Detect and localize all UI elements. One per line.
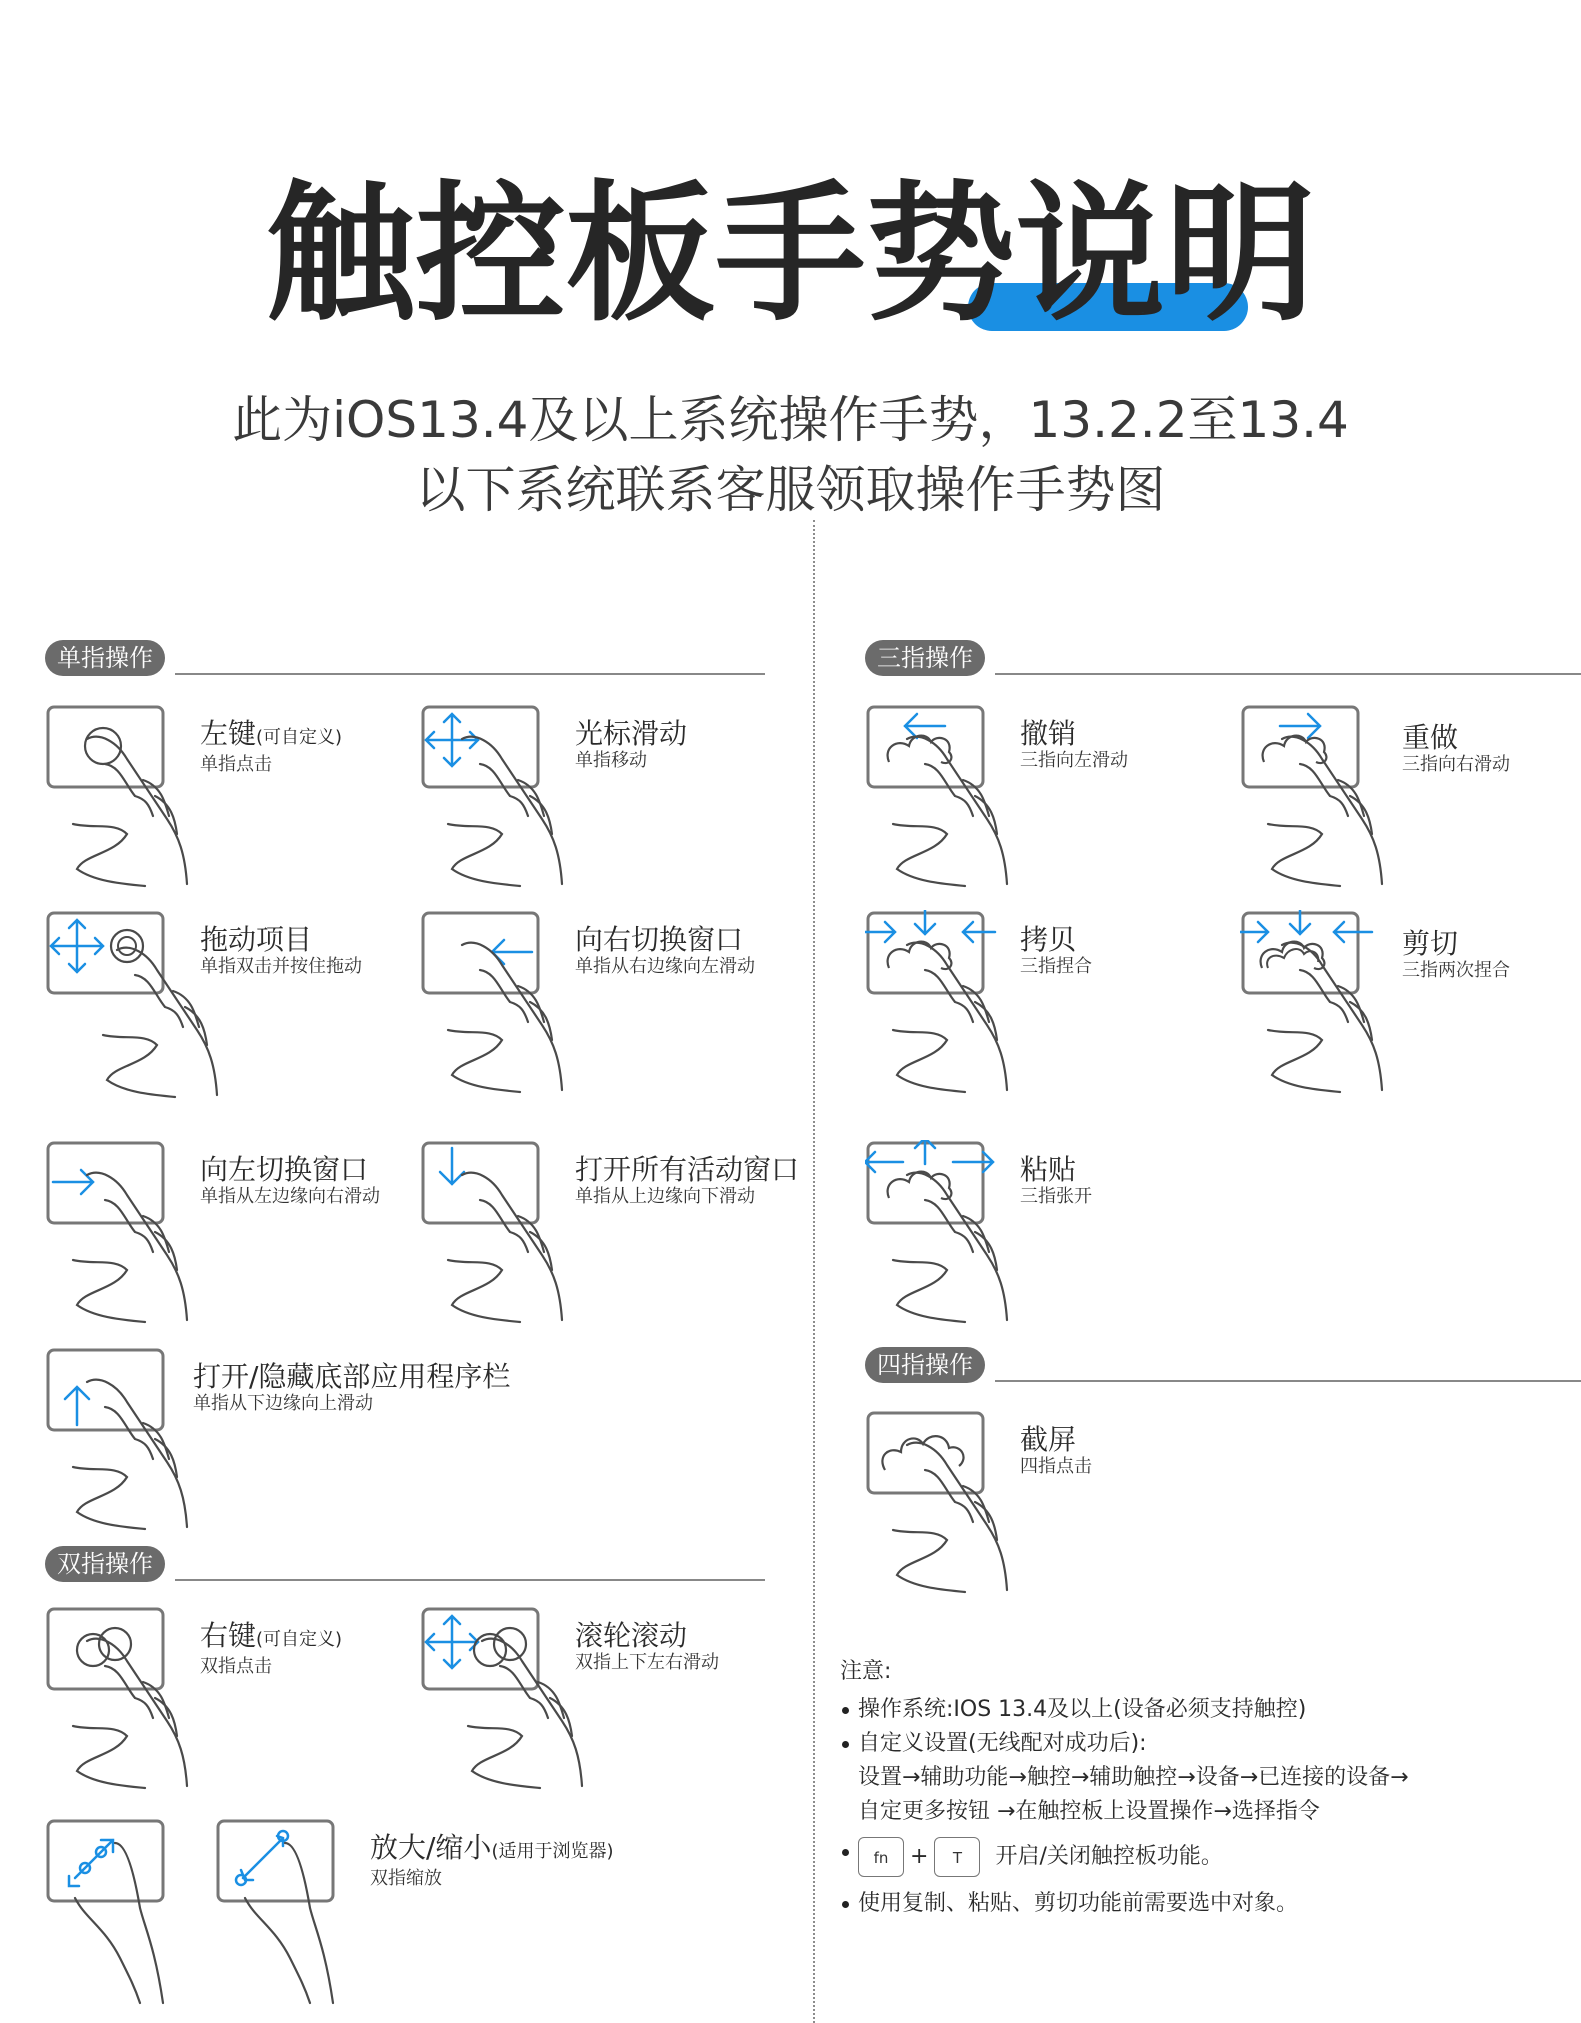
gesture-desc: 双指缩放 bbox=[370, 1868, 442, 1889]
note-item: 操作系统:IOS 13.4及以上(设备必须支持触控) bbox=[840, 1693, 1560, 1727]
section-three-finger bbox=[865, 640, 1581, 680]
notes-heading: 注意: bbox=[840, 1659, 892, 1684]
section-rule bbox=[175, 673, 765, 675]
gesture-name: 粘贴 bbox=[1020, 1153, 1077, 1186]
section-label: 三指操作 bbox=[865, 640, 985, 676]
gesture-desc: 三指两次捏合 bbox=[1402, 960, 1510, 981]
page-title: 触控板手势说明 bbox=[265, 168, 1316, 342]
gesture-text bbox=[1020, 1424, 1092, 1478]
gesture-left-click bbox=[45, 704, 405, 894]
gesture-text bbox=[370, 1832, 613, 1890]
gesture-text bbox=[1020, 924, 1092, 978]
gesture-desc: 双指点击 bbox=[200, 1656, 272, 1677]
column-divider bbox=[813, 520, 815, 2023]
gesture-desc: 三指张开 bbox=[1020, 1186, 1092, 1207]
pinch-zoom-icon bbox=[45, 1818, 405, 2008]
gesture-name: 撤销 bbox=[1020, 717, 1077, 750]
gesture-redo bbox=[1240, 704, 1581, 894]
section-label: 单指操作 bbox=[45, 640, 165, 676]
gesture-text bbox=[200, 718, 342, 776]
gesture-desc: 单指从下边缘向上滑动 bbox=[193, 1393, 373, 1414]
gesture-desc: 三指向右滑动 bbox=[1402, 754, 1510, 775]
subtitle-line-1: 此为iOS13.4及以上系统操作手势，13.2.2至13.4 bbox=[232, 391, 1349, 449]
gesture-text bbox=[1020, 718, 1128, 772]
note-item-shortcut bbox=[840, 1835, 1560, 1879]
gesture-undo bbox=[865, 704, 1225, 894]
gesture-switch-left bbox=[45, 1140, 405, 1330]
gesture-desc: 单指从上边缘向下滑动 bbox=[575, 1186, 755, 1207]
gesture-text bbox=[575, 1154, 799, 1208]
gesture-scroll bbox=[420, 1606, 800, 1796]
notes-block bbox=[840, 1655, 1560, 1921]
note-item: 使用复制、粘贴、剪切功能前需要选中对象。 bbox=[840, 1887, 1560, 1921]
gesture-desc: 单指从左边缘向右滑动 bbox=[200, 1186, 380, 1207]
gesture-right-click bbox=[45, 1606, 405, 1796]
gesture-name: 打开所有活动窗口 bbox=[575, 1153, 800, 1186]
gesture-text bbox=[575, 718, 687, 772]
gesture-name: 向右切换窗口 bbox=[575, 923, 744, 956]
note-subline: 设置→辅助功能→触控→辅助触控→设备→已连接的设备→ bbox=[858, 1765, 1409, 1790]
section-rule bbox=[995, 673, 1581, 675]
note-item: 自定义设置(无线配对成功后): bbox=[840, 1727, 1560, 1761]
note-subline: 自定更多按钮 →在触控板上设置操作→选择指令 bbox=[858, 1799, 1320, 1824]
gesture-desc: 三指捏合 bbox=[1020, 956, 1092, 977]
gesture-zoom bbox=[45, 1818, 765, 2008]
gesture-copy bbox=[865, 910, 1225, 1100]
gesture-text bbox=[1402, 928, 1510, 982]
gesture-name: 重做 bbox=[1402, 721, 1459, 754]
gesture-name: 拖动项目 bbox=[200, 923, 313, 956]
plus-sign: + bbox=[910, 1844, 929, 1869]
gesture-cut bbox=[1240, 910, 1581, 1100]
page-subtitle bbox=[0, 385, 1581, 525]
gesture-all-windows bbox=[420, 1140, 800, 1330]
gesture-name: 光标滑动 bbox=[575, 717, 688, 750]
gesture-name: 拷贝 bbox=[1020, 923, 1077, 956]
touchpad-key-icon: T bbox=[934, 1837, 980, 1877]
section-label: 双指操作 bbox=[45, 1546, 165, 1582]
gesture-name: 滚轮滚动 bbox=[575, 1619, 688, 1652]
gesture-name: 剪切 bbox=[1402, 927, 1459, 960]
gesture-desc: 三指向左滑动 bbox=[1020, 750, 1128, 771]
section-rule bbox=[175, 1579, 765, 1581]
gesture-name: 打开/隐藏底部应用程序栏 bbox=[193, 1360, 511, 1393]
gesture-text bbox=[575, 924, 755, 978]
gesture-dock bbox=[45, 1347, 765, 1537]
gesture-text bbox=[575, 1620, 719, 1674]
gesture-name: 截屏 bbox=[1020, 1423, 1077, 1456]
gesture-desc: 单指双击并按住拖动 bbox=[200, 956, 362, 977]
subtitle-line-2: 以下系统联系客服领取操作手势图 bbox=[415, 461, 1166, 519]
section-label: 四指操作 bbox=[865, 1347, 985, 1383]
section-one-finger bbox=[45, 640, 765, 680]
section-two-finger bbox=[45, 1546, 765, 1586]
title-block bbox=[0, 168, 1581, 342]
gesture-note: (可自定义) bbox=[256, 1629, 343, 1650]
gesture-desc: 单指从右边缘向左滑动 bbox=[575, 956, 755, 977]
fn-key-icon: fn bbox=[858, 1837, 904, 1877]
gesture-name: 左键 bbox=[200, 717, 257, 750]
gesture-paste bbox=[865, 1140, 1225, 1330]
gesture-text bbox=[1402, 722, 1510, 776]
note-text: 开启/关闭触控板功能。 bbox=[995, 1844, 1223, 1869]
gesture-desc: 单指点击 bbox=[200, 754, 272, 775]
section-rule bbox=[995, 1380, 1581, 1382]
gesture-desc: 双指上下左右滑动 bbox=[575, 1652, 719, 1673]
gesture-desc: 四指点击 bbox=[1020, 1456, 1092, 1477]
gesture-text bbox=[200, 924, 362, 978]
gesture-drag-item bbox=[45, 910, 405, 1100]
gesture-desc: 单指移动 bbox=[575, 750, 647, 771]
gesture-note: (可自定义) bbox=[256, 727, 343, 748]
gesture-cursor-move bbox=[420, 704, 800, 894]
gesture-note: (适用于浏览器) bbox=[491, 1841, 614, 1862]
gesture-text bbox=[193, 1361, 510, 1415]
gesture-text bbox=[1020, 1154, 1092, 1208]
gesture-screenshot bbox=[865, 1410, 1225, 1600]
gesture-name: 向左切换窗口 bbox=[200, 1153, 369, 1186]
gesture-switch-right bbox=[420, 910, 800, 1100]
gesture-text bbox=[200, 1620, 342, 1678]
gesture-name: 右键 bbox=[200, 1619, 257, 1652]
gesture-text bbox=[200, 1154, 380, 1208]
gesture-name: 放大/缩小 bbox=[370, 1831, 492, 1864]
section-four-finger bbox=[865, 1347, 1581, 1387]
